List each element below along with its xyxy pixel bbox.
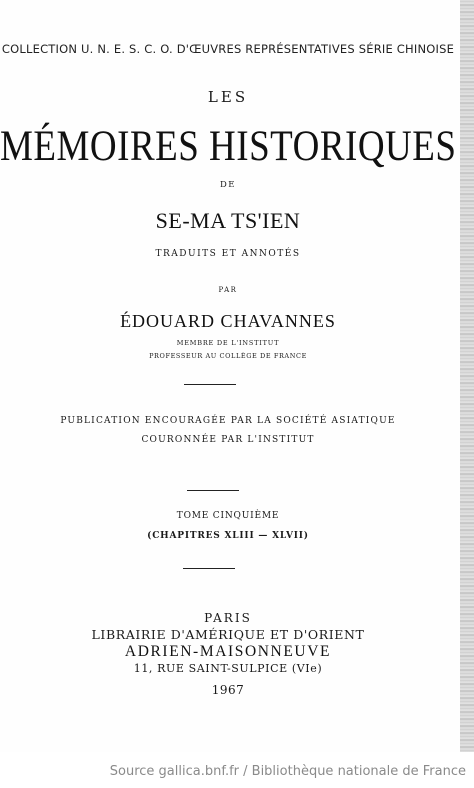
- publication-note-1: PUBLICATION ENCOURAGÉE PAR LA SOCIÉTÉ ASIATIQUE: [60, 416, 396, 426]
- scan-edge-shadow: [460, 0, 474, 752]
- source-credit: Source gallica.bnf.fr / Bibliothèque nationale de France: [109, 764, 466, 779]
- translator-name: ÉDOUARD CHAVANNES: [120, 311, 336, 331]
- title-preposition: DE: [219, 180, 237, 190]
- title-article: LES: [207, 88, 249, 106]
- bookseller-name: LIBRAIRIE D'AMÉRIQUE ET D'ORIENT: [91, 627, 365, 642]
- chapter-range: (CHAPITRES XLIII — XLVII): [147, 531, 309, 541]
- collection-heading: COLLECTION U. N. E. S. C. O. D'ŒUVRES REPRÉSENTATIVES SÉRIE CHINOISE: [1, 42, 455, 56]
- translator-credential-2: PROFESSEUR AU COLLÈGE DE FRANCE: [149, 352, 307, 360]
- publication-note-2: COURONNÉE PAR L'INSTITUT: [141, 435, 315, 445]
- translator-credential-1: MEMBRE DE L'INSTITUT: [176, 339, 280, 347]
- publication-year: 1967: [211, 683, 245, 697]
- volume-number: TOME CINQUIÈME: [176, 511, 280, 521]
- divider-rule: [184, 384, 236, 385]
- publisher-address: 11, RUE SAINT-SULPICE (VIe): [133, 662, 323, 675]
- divider-rule: [183, 568, 235, 569]
- author-name: SE-MA TS'IEN: [155, 208, 301, 233]
- by-line: PAR: [218, 286, 238, 294]
- publisher-name: ADRIEN-MAISONNEUVE: [124, 643, 332, 660]
- divider-rule: [187, 490, 239, 491]
- publication-city: PARIS: [204, 611, 252, 625]
- footer-bar: [0, 752, 474, 788]
- book-title: MÉMOIRES HISTORIQUES: [0, 122, 457, 171]
- translation-note: TRADUITS ET ANNOTÉS: [155, 249, 301, 259]
